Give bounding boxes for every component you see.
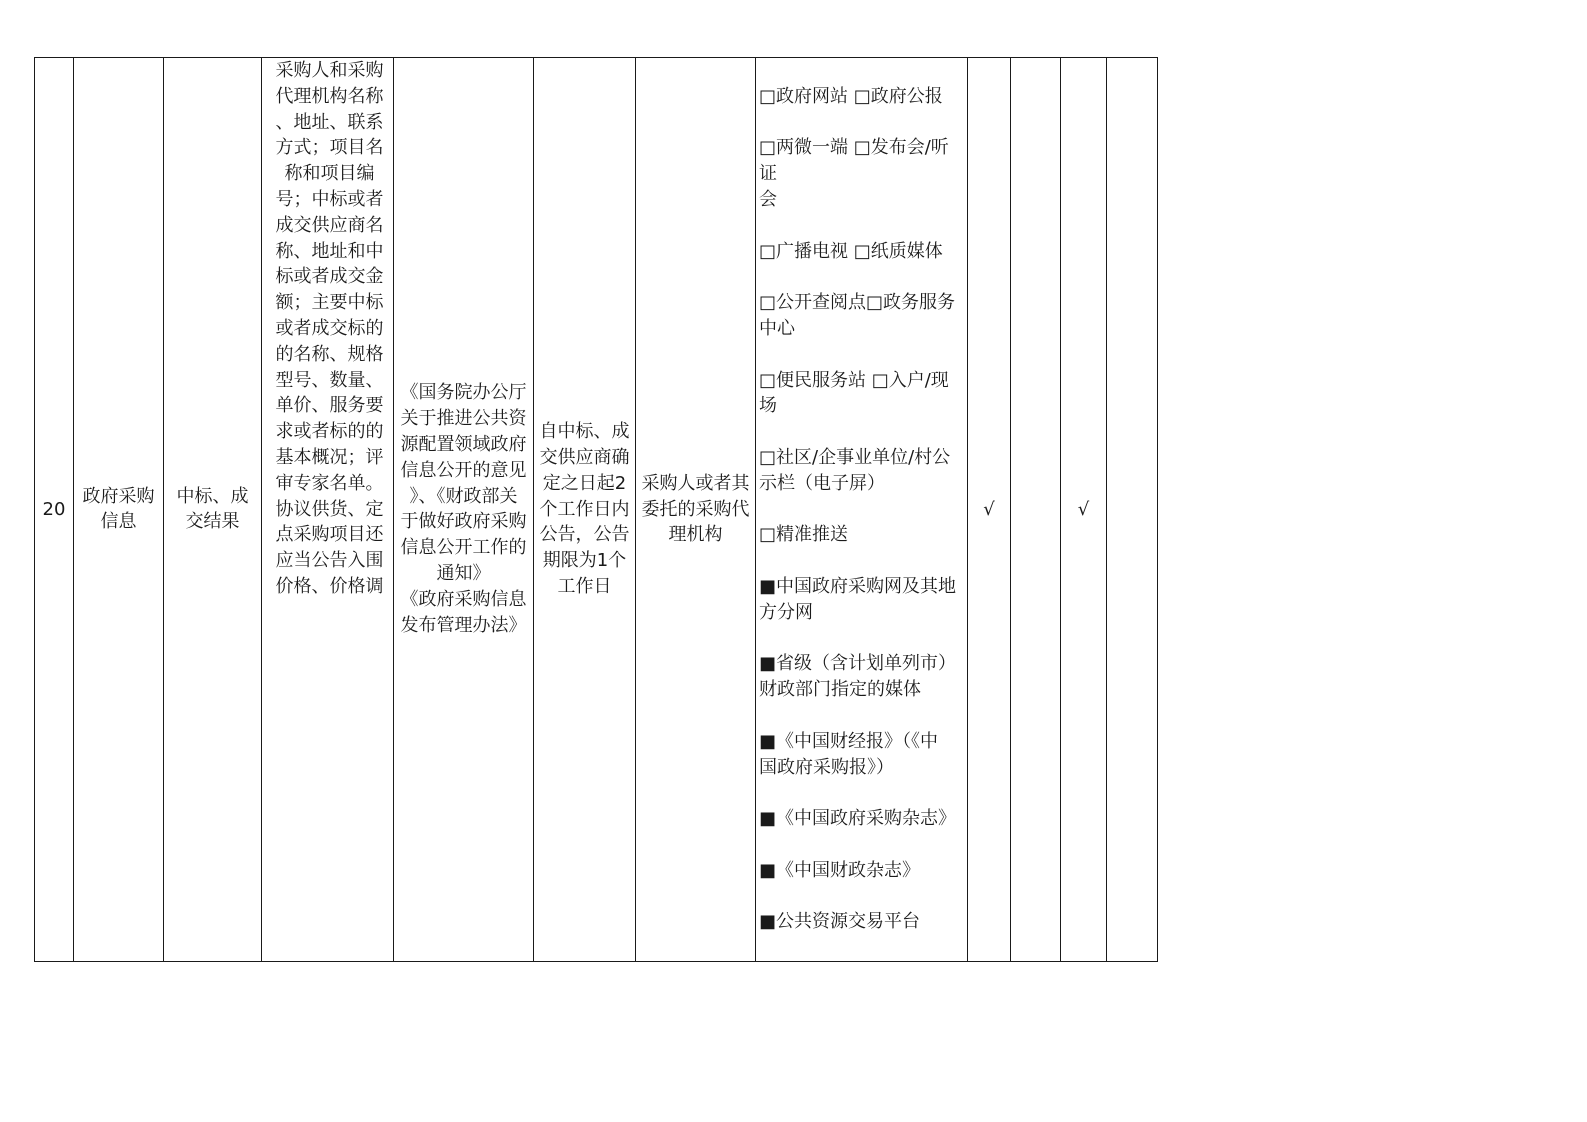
- channel-item: ■公共资源交易平台: [759, 911, 921, 933]
- check-cell-d: [1107, 58, 1158, 962]
- content-text: 采购人和采购 代理机构名称 、地址、联系 方式；项目名 称和项目编 号；中标或者 成交供应商名 称、地址和中 标或者成交金 额；主要中标 或者成交标的 的名称、规格 型号、数量、 单价、服务要 求或者标的的 基本概况；评 审专家名单。 协议供货、定 点采购项目还 应当公告入围 价格、价格调: [275, 60, 384, 597]
- channel-item: □公开查阅点□政务服务 中心: [759, 292, 956, 339]
- basis-cell: [394, 58, 534, 962]
- channel-item: □广播电视 □纸质媒体: [759, 240, 943, 262]
- channel-item: □政府网站 □政府公报: [759, 85, 943, 107]
- time-limit-cell: [534, 58, 636, 962]
- time-limit-text: 自中标、成 交供应商确 定之日起2 个工作日内 公告，公告 期限为1个 工作日: [539, 421, 630, 597]
- index-cell: [35, 58, 74, 962]
- content-cell: [262, 58, 394, 962]
- category-cell: [74, 58, 164, 962]
- subject-cell: [636, 58, 756, 962]
- disclosure-table: [34, 57, 1158, 962]
- subcategory-cell: [164, 58, 262, 962]
- channel-item: ■《中国政府采购杂志》: [759, 808, 957, 830]
- check-cell-b: [1011, 58, 1061, 962]
- channel-item: ■省级（含计划单列市） 财政部门指定的媒体: [759, 653, 957, 701]
- channel-item: ■中国政府采购网及其地 方分网: [759, 575, 957, 623]
- subject-text: 采购人或者其 委托的采购代 理机构: [641, 472, 750, 546]
- channel-item: ■《中国财经报》（《中 国政府采购报》）: [759, 730, 939, 778]
- channels-cell: [756, 58, 968, 962]
- index-number: 20: [42, 498, 66, 520]
- table-row: [35, 58, 1158, 962]
- channel-item: ■《中国财政杂志》: [759, 859, 921, 881]
- check-cell-a: [968, 58, 1011, 962]
- check-mark-a: √: [983, 498, 995, 520]
- check-cell-c: [1061, 58, 1107, 962]
- channels-list: [756, 58, 967, 961]
- check-mark-c: √: [1077, 498, 1090, 520]
- channel-item: □便民服务站 □入户/现场: [759, 369, 949, 417]
- basis-text: 《国务院办公厅 关于推进公共资 源配置领域政府 信息公开的意见 》、《财政部关 于做好政府采购 信息公开工作的 通知》 《政府采购信息 发布管理办法》: [400, 382, 527, 636]
- channel-item: □两微一端 □发布会/听证 会: [759, 137, 949, 210]
- subcategory-text: 中标、成 交结果: [176, 485, 249, 533]
- channel-item: □社区/企事业单位/村公 示栏（电子屏）: [759, 446, 951, 494]
- channel-item: □精准推送: [759, 524, 849, 546]
- category-text: 政府采购 信息: [82, 485, 155, 533]
